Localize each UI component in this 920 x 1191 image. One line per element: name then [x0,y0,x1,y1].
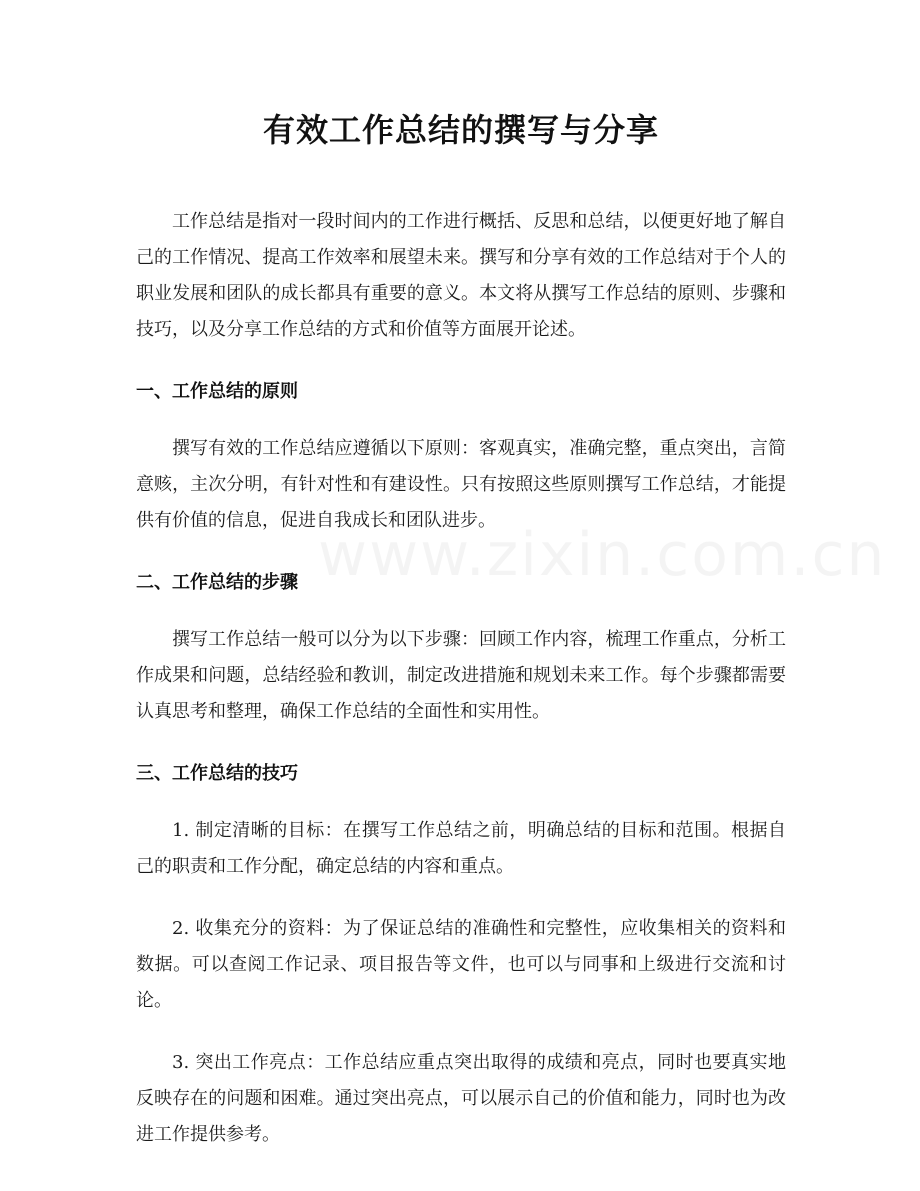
section-heading-tips: 三、工作总结的技巧 [136,763,298,784]
tip-item-2: 2. 收集充分的资料：为了保证总结的准确性和完整性，应收集相关的资料和数据。可以查阅工作记录、项目报告等文件，也可以与同事和上级进行交流和讨论。 [136,918,786,1011]
tip-item-3: 3. 突出工作亮点：工作总结应重点突出取得的成绩和亮点，同时也要真实地反映存在的问题和困难。通过突出亮点，可以展示自己的价值和能力，同时也为改进工作提供参考。 [136,1052,786,1145]
intro-paragraph: 工作总结是指对一段时间内的工作进行概括、反思和总结，以便更好地了解自己的工作情况、提高工作效率和展望未来。撰写和分享有效的工作总结对于个人的职业发展和团队的成长都具有重要的意义。本文将从撰写工作总结的原则、步骤和技巧，以及分享工作总结的方式和价值等方面展开论述。 [136,211,786,340]
section-body-principles: 撰写有效的工作总结应遵循以下原则：客观真实，准确完整，重点突出，言简意赅，主次分明，有针对性和有建设性。只有按照这些原则撰写工作总结，才能提供有价值的信息，促进自我成长和团队进步。 [136,438,786,531]
section-body-steps: 撰写工作总结一般可以分为以下步骤：回顾工作内容，梳理工作重点，分析工作成果和问题，总结经验和教训，制定改进措施和规划未来工作。每个步骤都需要认真思考和整理，确保工作总结的全面性和实用性。 [136,629,786,722]
section-heading-principles: 一、工作总结的原则 [136,381,298,402]
section-heading-steps: 二、工作总结的步骤 [136,572,298,593]
document-title: 有效工作总结的撰写与分享 [262,111,659,149]
tip-item-1: 1. 制定清晰的目标：在撰写工作总结之前，明确总结的目标和范围。根据自己的职责和工作分配，确定总结的内容和重点。 [136,820,786,877]
